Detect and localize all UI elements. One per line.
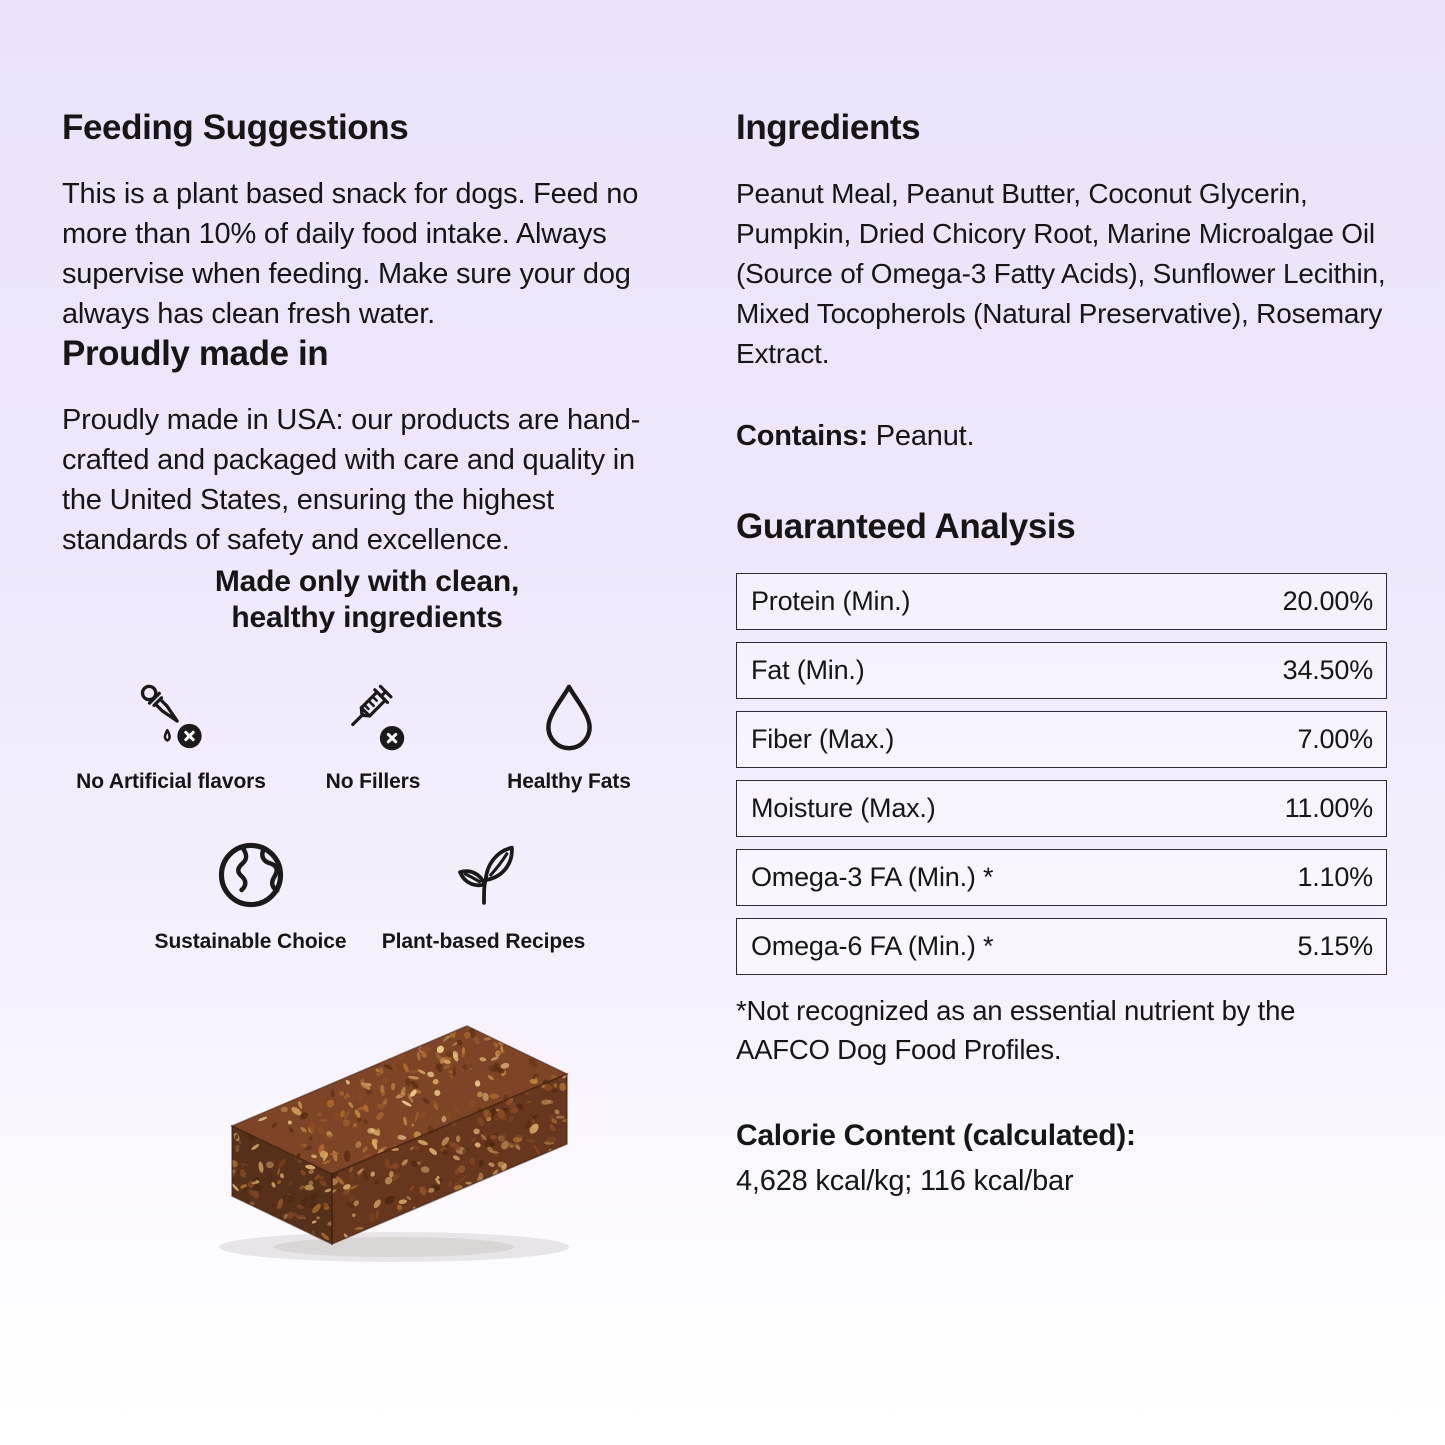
analysis-value: 5.15% (1297, 931, 1373, 961)
badge-healthy-fats (466, 676, 672, 794)
analysis-value: 7.00% (1297, 724, 1373, 754)
proudly-made-in-text: Proudly made in USA: our products are hand-crafted and packaged with care and quality in the United States, ensuring the highest standards of safety and excellence. (62, 404, 641, 556)
analysis-value: 11.00% (1284, 793, 1373, 823)
clean-ingredients-claim (62, 564, 672, 636)
analysis-label: Fiber (Max.) (751, 724, 895, 754)
calorie-content-title: Calorie Content (calculated): (736, 1119, 1136, 1152)
clean-claim-line2: healthy ingredients (231, 601, 503, 634)
analysis-label: Protein (Min.) (751, 586, 911, 616)
table-row (736, 711, 1387, 768)
analysis-label: Omega-6 FA (Min.) * (751, 931, 994, 961)
syringe-crossed-icon (336, 676, 410, 754)
analysis-value: 1.10% (1297, 862, 1373, 892)
feeding-suggestions-title: Feeding Suggestions (62, 108, 409, 147)
badge-label: Plant-based Recipes (381, 930, 586, 953)
aafco-footnote: *Not recognized as an essential nutrient by the AAFCO Dog Food Profiles. (736, 995, 1296, 1065)
contains-line (736, 420, 1387, 453)
analysis-value: 20.00% (1282, 586, 1373, 616)
feature-badge-row-2 (62, 836, 672, 954)
left-column (62, 108, 672, 1268)
table-row (736, 849, 1387, 906)
clean-claim-line1: Made only with clean, (214, 565, 520, 598)
badge-label: No Artificial flavors (76, 770, 266, 793)
table-row (736, 918, 1387, 975)
proudly-made-in-title: Proudly made in (62, 334, 329, 373)
analysis-value: 34.50% (1282, 655, 1373, 685)
badge-no-fillers (280, 676, 466, 794)
badge-plant-based-recipes (376, 836, 591, 954)
calorie-content-value: 4,628 kcal/kg; 116 kcal/bar (736, 1165, 1074, 1197)
analysis-label: Fat (Min.) (751, 655, 865, 685)
table-row (736, 573, 1387, 630)
sprout-icon (445, 836, 523, 914)
table-row (736, 780, 1387, 837)
badge-sustainable-choice (143, 836, 358, 954)
feature-badge-row-1 (62, 676, 672, 794)
analysis-label: Omega-3 FA (Min.) * (751, 862, 994, 892)
dropper-crossed-icon (134, 676, 208, 754)
guaranteed-analysis-title: Guaranteed Analysis (736, 507, 1076, 546)
badge-label: Sustainable Choice (154, 930, 347, 953)
ingredients-text: Peanut Meal, Peanut Butter, Coconut Glycerin, Pumpkin, Dried Chicory Root, Marine Microalgae Oil (Source of Omega-3 Fatty Acids), Sunflower Lecithin, Mixed Tocopherols (Natural Preservative), Rosemary Extract. (736, 178, 1386, 369)
right-column (736, 108, 1387, 1268)
guaranteed-analysis-table (736, 573, 1387, 975)
product-photo-peanut-butter-bar (132, 976, 602, 1268)
water-drop-icon (532, 676, 606, 754)
badge-no-artificial-flavors (62, 676, 280, 794)
globe-icon (212, 836, 290, 914)
feeding-suggestions-text: This is a plant based snack for dogs. Feed no more than 10% of daily food intake. Always supervise when feeding. Make sure your dog always has clean fresh water. (62, 178, 639, 330)
ingredients-title: Ingredients (736, 108, 921, 147)
analysis-label: Moisture (Max.) (751, 793, 936, 823)
badge-label: No Fillers (325, 770, 421, 793)
table-row (736, 642, 1387, 699)
contains-label: Contains: (736, 420, 868, 452)
badge-label: Healthy Fats (507, 770, 631, 793)
contains-value: Peanut. (875, 420, 975, 452)
